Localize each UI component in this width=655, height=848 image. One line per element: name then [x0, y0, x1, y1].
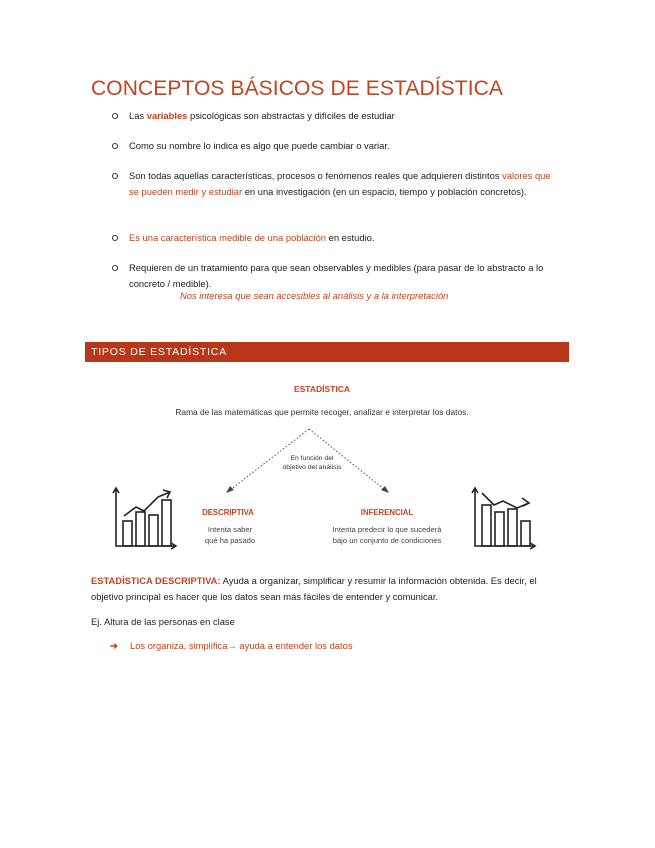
bullet-icon [112, 235, 118, 241]
inferential-title: INFERENCIAL [360, 508, 414, 517]
interest-note: Nos interesa que sean accesibles al análisis y a la interpretación [180, 290, 449, 301]
descriptive-title: DESCRIPTIVA [202, 508, 254, 517]
arrow-right-icon [381, 486, 389, 493]
diagram-definition: Rama de las matemáticas que permite recoger, analizar e interpretar los datos. [175, 407, 469, 417]
example-line: Ej. Altura de las personas en clase [91, 616, 235, 627]
diagram-heading: ESTADÍSTICA [293, 384, 351, 394]
page-title: CONCEPTOS BÁSICOS DE ESTADÍSTICA [91, 77, 504, 100]
statistics-diagram [0, 375, 655, 555]
arrow-list-item: ➔ Los organiza, simplifica→ ayuda a entender los datos [110, 640, 353, 651]
bullet-population: Es una característica medible de una población en estudio. [129, 230, 559, 246]
bullet-change: Como su nombre lo indica es algo que puede cambiar o variar. [129, 138, 559, 154]
descriptive-desc1: Intenta saber [207, 525, 253, 534]
bar-chart-icon [113, 488, 176, 549]
arrow-left-icon [226, 486, 234, 493]
inferential-desc2: bajo un conjunto de condiciones [332, 536, 442, 545]
bullet-treatment: Requieren de un tratamiento para que sean observables y medibles (para pasar de lo abstracto a lo concreto / medible). [129, 260, 559, 292]
highlight-population: Es una característica medible de una población [129, 232, 326, 243]
descriptive-paragraph: ESTADÍSTICA DESCRIPTIVA: Ayuda a organizar, simplificar y resumir la información obtenida. Es decir, el objetivo principal es hacer que los datos sean más fáciles de entender y comunicar. [91, 575, 537, 602]
bullet-characteristics: Son todas aquellas características, procesos o fenómenos reales que adquieren distintos valores que se pueden medir y estudiar en una investigación (en un espacio, tiempo y población concretos). [129, 168, 559, 200]
descriptive-label: ESTADÍSTICA DESCRIPTIVA: [91, 575, 221, 586]
inferential-desc1: Intenta predecir lo que sucederá [332, 525, 442, 534]
bullet-variables: Las variables psicológicas son abstractas y difíciles de estudiar [129, 108, 559, 124]
highlight-variables: variables [146, 110, 188, 121]
bullet-icon [112, 143, 118, 149]
section-header-tipos: TIPOS DE ESTADÍSTICA [85, 342, 569, 362]
highlight-measurable: valores que se pueden medir y estudiar [129, 170, 551, 197]
arrow-right-icon: ➔ [110, 640, 118, 651]
bullet-icon [112, 265, 118, 271]
criterion-line1: En función del [290, 455, 334, 462]
bullet-icon [112, 173, 118, 179]
bar-chart-icon [472, 488, 535, 549]
criterion-line2: objetivo del análisis [282, 464, 342, 471]
descriptive-desc2: qué ha pasado [204, 536, 256, 545]
bullet-icon [112, 113, 118, 119]
